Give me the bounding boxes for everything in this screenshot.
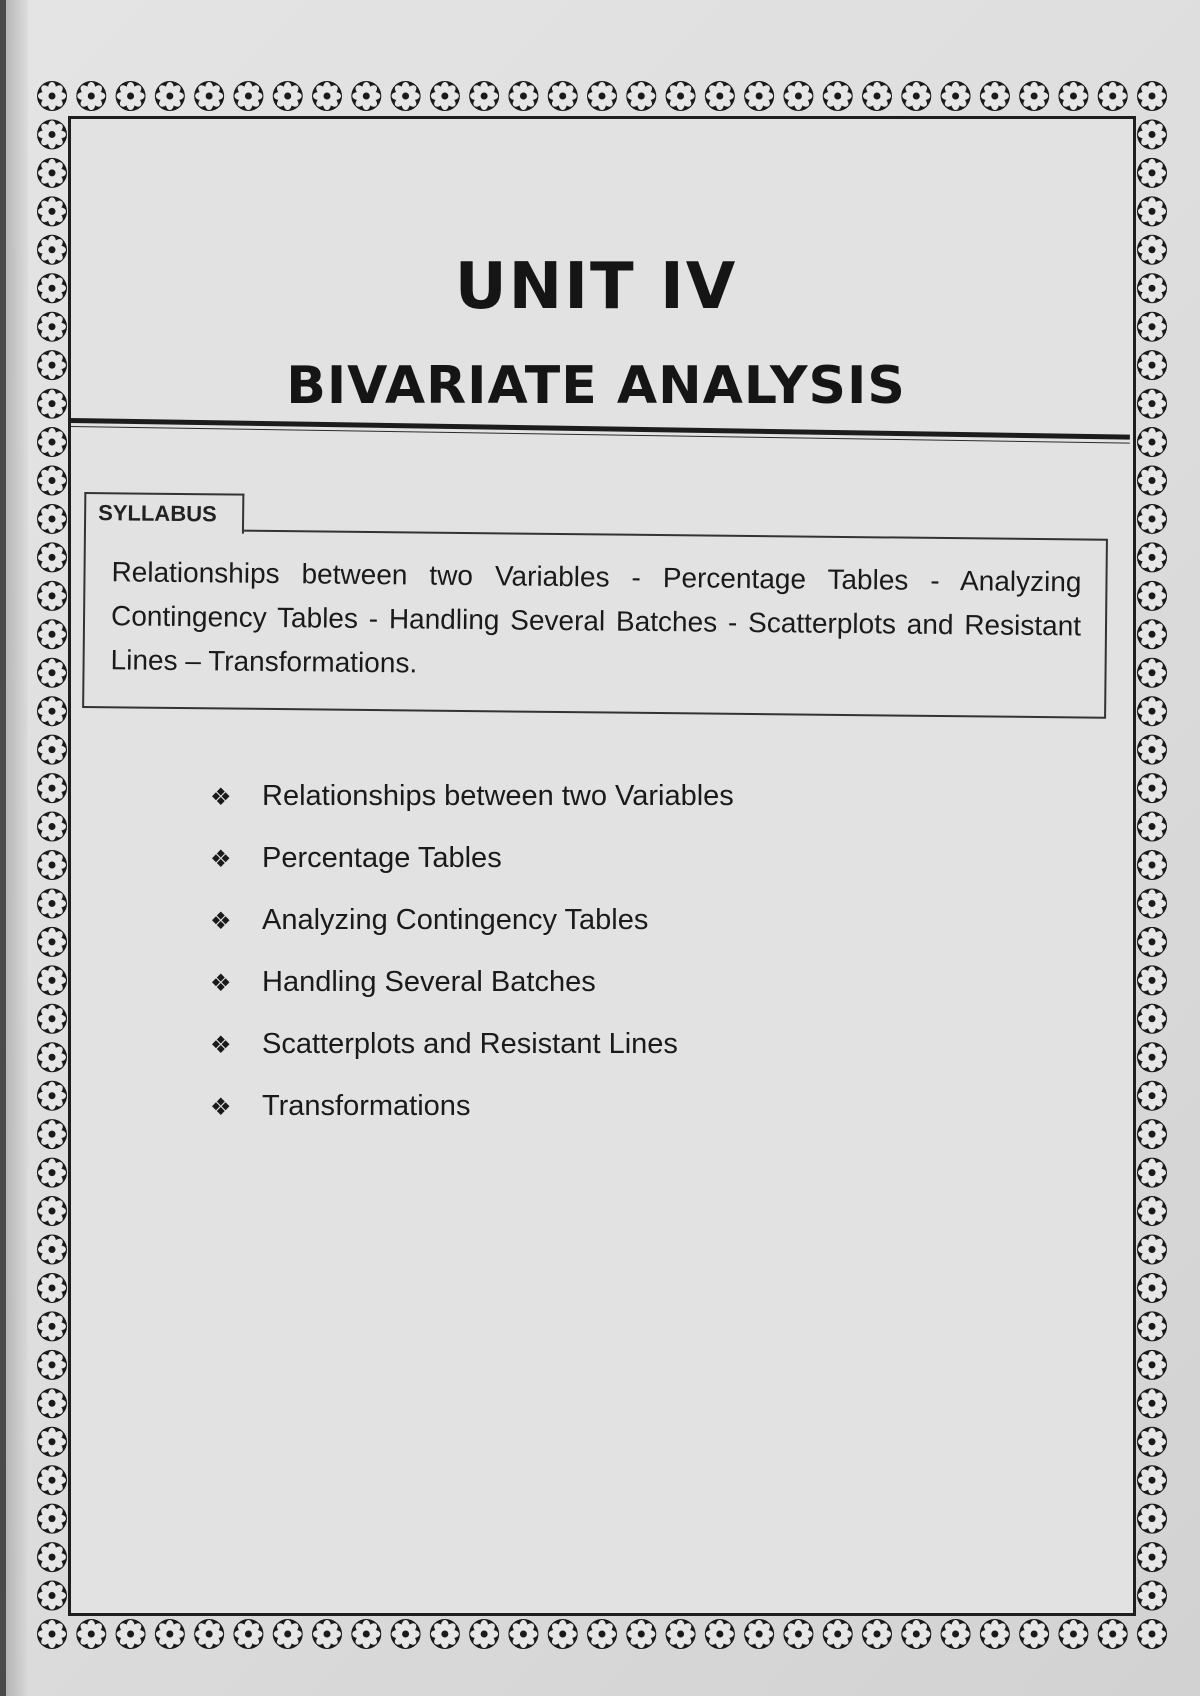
flower-ornament-icon: [1137, 1542, 1167, 1572]
four-diamond-bullet-icon: ❖: [210, 1094, 232, 1121]
flower-ornament-icon: [37, 1158, 67, 1188]
flower-ornament-icon: [37, 1350, 67, 1380]
flower-ornament-icon: [1137, 850, 1167, 880]
flower-ornament-icon: [1137, 427, 1167, 457]
flower-ornament-icon: [37, 1311, 67, 1341]
flower-ornament-icon: [1137, 1196, 1167, 1226]
flower-ornament-icon: [705, 1619, 735, 1649]
flower-ornament-icon: [1137, 504, 1167, 534]
topic-label: Handling Several Batches: [262, 966, 596, 998]
flower-ornament-icon: [1137, 1427, 1167, 1457]
flower-ornament-icon: [744, 1619, 774, 1649]
flower-ornament-icon: [155, 81, 185, 111]
flower-ornament-icon: [233, 1619, 263, 1649]
flower-ornament-icon: [37, 965, 67, 995]
flower-ornament-icon: [233, 81, 263, 111]
four-diamond-bullet-icon: ❖: [210, 970, 232, 997]
flower-ornament-icon: [1137, 196, 1167, 226]
flower-ornament-icon: [430, 1619, 460, 1649]
list-item: [210, 962, 1010, 1024]
four-diamond-bullet-icon: ❖: [210, 784, 232, 811]
flower-ornament-icon: [587, 1619, 617, 1649]
flower-ornament-icon: [37, 1581, 67, 1611]
flower-ornament-icon: [666, 1619, 696, 1649]
flower-ornament-icon: [548, 81, 578, 111]
topic-label: Transformations: [262, 1090, 471, 1122]
flower-ornament-icon: [37, 1081, 67, 1111]
flower-ornament-icon: [1137, 1235, 1167, 1265]
flower-ornament-icon: [430, 81, 460, 111]
flower-ornament-icon: [980, 1619, 1010, 1649]
flower-ornament-icon: [1137, 81, 1167, 111]
flower-ornament-icon: [391, 81, 421, 111]
flower-ornament-icon: [1137, 1311, 1167, 1341]
flower-ornament-icon: [823, 81, 853, 111]
flower-ornament-icon: [862, 81, 892, 111]
flower-ornament-icon: [37, 81, 67, 111]
page-title: BIVARIATE ANALYSIS: [286, 356, 906, 416]
flower-ornament-icon: [980, 81, 1010, 111]
flower-ornament-icon: [37, 1119, 67, 1149]
flower-ornament-icon: [823, 1619, 853, 1649]
flower-ornament-icon: [1137, 658, 1167, 688]
four-diamond-bullet-icon: ❖: [210, 846, 232, 873]
flower-ornament-icon: [1137, 927, 1167, 957]
flower-ornament-icon: [351, 81, 381, 111]
list-item: [210, 776, 1010, 838]
flower-ornament-icon: [273, 81, 303, 111]
flower-ornament-icon: [783, 81, 813, 111]
flower-ornament-icon: [37, 696, 67, 726]
flower-ornament-icon: [37, 196, 67, 226]
flower-ornament-icon: [37, 542, 67, 572]
flower-ornament-icon: [1019, 81, 1049, 111]
flower-ornament-icon: [705, 81, 735, 111]
flower-ornament-icon: [744, 81, 774, 111]
flower-ornament-icon: [1137, 812, 1167, 842]
flower-ornament-icon: [37, 1542, 67, 1572]
flower-ornament-icon: [1137, 119, 1167, 149]
flower-ornament-icon: [1137, 1465, 1167, 1495]
flower-ornament-icon: [37, 773, 67, 803]
flower-ornament-icon: [37, 1004, 67, 1034]
flower-ornament-icon: [391, 1619, 421, 1649]
flower-ornament-icon: [626, 1619, 656, 1649]
flower-ornament-icon: [37, 1042, 67, 1072]
flower-ornament-icon: [862, 1619, 892, 1649]
flower-ornament-icon: [37, 658, 67, 688]
flower-ornament-icon: [783, 1619, 813, 1649]
flower-ornament-icon: [901, 1619, 931, 1649]
syllabus-label: SYLLABUS: [84, 492, 244, 534]
four-diamond-bullet-icon: ❖: [210, 1032, 232, 1059]
flower-ornament-icon: [1137, 1619, 1167, 1649]
flower-ornament-icon: [37, 812, 67, 842]
flower-ornament-icon: [116, 1619, 146, 1649]
flower-ornament-icon: [37, 1427, 67, 1457]
flower-ornament-icon: [116, 81, 146, 111]
flower-ornament-icon: [312, 1619, 342, 1649]
flower-ornament-icon: [351, 1619, 381, 1649]
flower-ornament-icon: [37, 466, 67, 496]
flower-ornament-icon: [508, 1619, 538, 1649]
flower-ornament-icon: [1058, 81, 1088, 111]
topic-list: [210, 776, 1010, 1148]
flower-ornament-icon: [37, 619, 67, 649]
topic-label: Scatterplots and Resistant Lines: [262, 1028, 678, 1060]
flower-ornament-icon: [1137, 1158, 1167, 1188]
flower-ornament-icon: [941, 81, 971, 111]
flower-ornament-icon: [548, 1619, 578, 1649]
flower-ornament-icon: [1058, 1619, 1088, 1649]
flower-ornament-icon: [273, 1619, 303, 1649]
flower-ornament-icon: [37, 119, 67, 149]
flower-ornament-icon: [1137, 1388, 1167, 1418]
flower-ornament-icon: [76, 81, 106, 111]
flower-ornament-icon: [37, 1504, 67, 1534]
flower-ornament-icon: [1098, 1619, 1128, 1649]
list-item: [210, 838, 1010, 900]
flower-ornament-icon: [1137, 965, 1167, 995]
flower-ornament-icon: [1137, 1273, 1167, 1303]
topic-label: Analyzing Contingency Tables: [262, 904, 649, 936]
flower-ornament-icon: [1137, 1081, 1167, 1111]
flower-ornament-icon: [194, 1619, 224, 1649]
flower-ornament-icon: [1137, 1042, 1167, 1072]
list-item: [210, 900, 1010, 962]
flower-ornament-icon: [469, 1619, 499, 1649]
flower-ornament-icon: [37, 927, 67, 957]
flower-ornament-icon: [1137, 1581, 1167, 1611]
flower-ornament-icon: [901, 81, 931, 111]
flower-ornament-icon: [1137, 466, 1167, 496]
flower-ornament-icon: [37, 888, 67, 918]
flower-ornament-icon: [508, 81, 538, 111]
flower-ornament-icon: [37, 1196, 67, 1226]
flower-ornament-icon: [1137, 542, 1167, 572]
flower-ornament-icon: [37, 158, 67, 188]
flower-ornament-icon: [1137, 1119, 1167, 1149]
list-item: [210, 1086, 1010, 1148]
syllabus-text: Relationships between two Variables - Percentage Tables - Analyzing Contingency Tables - Handling Several Batches - Scatterplots and Resistant Lines – Transformations.: [110, 556, 1082, 679]
flower-ornament-icon: [37, 1619, 67, 1649]
flower-ornament-icon: [155, 1619, 185, 1649]
unit-heading: UNIT IV: [454, 250, 738, 324]
flower-ornament-icon: [587, 81, 617, 111]
flower-ornament-icon: [1137, 773, 1167, 803]
flower-ornament-icon: [1137, 735, 1167, 765]
flower-ornament-icon: [1137, 1004, 1167, 1034]
list-item: [210, 1024, 1010, 1086]
flower-ornament-icon: [1098, 81, 1128, 111]
flower-ornament-icon: [941, 1619, 971, 1649]
flower-ornament-icon: [37, 504, 67, 534]
flower-ornament-icon: [312, 81, 342, 111]
flower-ornament-icon: [1137, 619, 1167, 649]
flower-ornament-icon: [1137, 888, 1167, 918]
flower-ornament-icon: [37, 1388, 67, 1418]
four-diamond-bullet-icon: ❖: [210, 908, 232, 935]
flower-ornament-icon: [626, 81, 656, 111]
flower-ornament-icon: [37, 1273, 67, 1303]
flower-ornament-icon: [194, 81, 224, 111]
page: [6, 0, 1200, 1696]
flower-ornament-icon: [37, 1235, 67, 1265]
flower-ornament-icon: [37, 581, 67, 611]
flower-ornament-icon: [469, 81, 499, 111]
topic-label: Percentage Tables: [262, 842, 502, 874]
flower-ornament-icon: [666, 81, 696, 111]
topic-label: Relationships between two Variables: [262, 780, 734, 812]
flower-ornament-icon: [1137, 696, 1167, 726]
syllabus-box: [82, 500, 1108, 719]
flower-ornament-icon: [1137, 1504, 1167, 1534]
flower-ornament-icon: [1137, 158, 1167, 188]
flower-ornament-icon: [1137, 581, 1167, 611]
flower-ornament-icon: [37, 1465, 67, 1495]
flower-ornament-icon: [1019, 1619, 1049, 1649]
flower-ornament-icon: [37, 427, 67, 457]
flower-ornament-icon: [37, 735, 67, 765]
flower-ornament-icon: [76, 1619, 106, 1649]
flower-ornament-icon: [37, 850, 67, 880]
flower-ornament-icon: [1137, 1350, 1167, 1380]
